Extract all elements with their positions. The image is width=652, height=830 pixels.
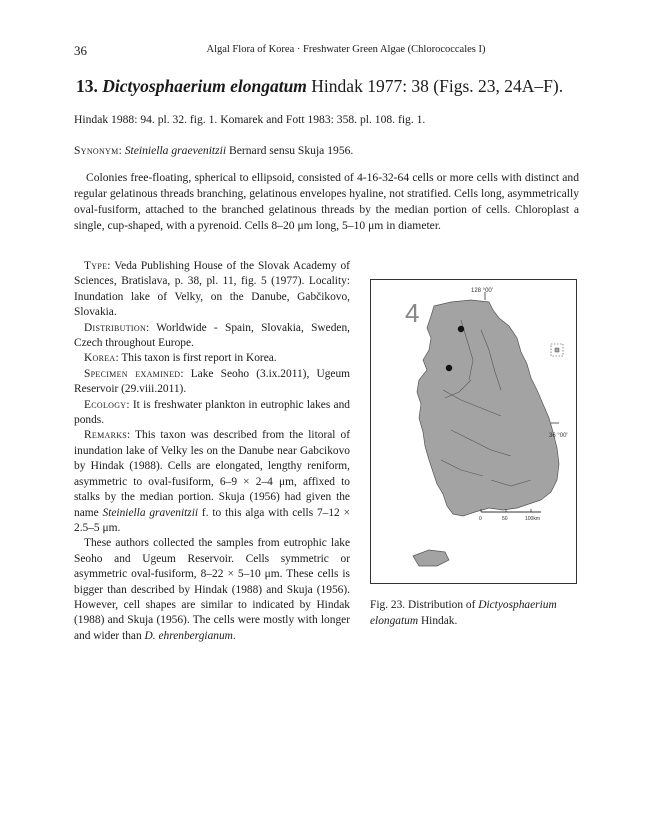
caption-species: Dictyosphaerium elongatum	[370, 599, 557, 627]
scale-label-100: 100km	[525, 516, 541, 522]
remarks-paragraph-2	[74, 536, 350, 644]
distribution-label: Distribution	[84, 321, 147, 334]
synonym-name: Steiniella graevenitzii	[124, 144, 227, 157]
synonym: Synonym: Steiniella graevenitzii Bernard sensu Skuja 1956.	[74, 144, 354, 157]
entry-authority: Hindak 1977: 38 (Figs. 23, 24A–F).	[306, 76, 564, 96]
synonym-label: Synonym	[74, 144, 119, 157]
site-marker-ugeum	[446, 365, 452, 371]
distribution-text: Worldwide - Spain, Slovakia, Sweden, Czech throughout Europe.	[74, 321, 350, 350]
remarks-2-text: These authors collected the samples from eutrophic lake Seoho and Ugeum Reservoir. Cells symmetric or asymmetric oval-fusiform, 8–22 × 5–10 μm. These cells is bigger than described by Hindak (1988) and Skuja (1956). However, cell shapes are similar to indicated by Hindak (1988) and Skuja (1956). The cells were mostly with longer and wider than	[74, 537, 350, 642]
description: Colonies free-floating, spherical to ellipsoid, consisted of 4-16-32-64 cells or more cells with distinct and regular gelatinous threads branching, gelatinous envelopes hyaline, not stratified. Cells long, asymmetrically oval-fusiform, attached to the branched gelatinous threads by the median portion of cells. Chloroplast a single, cup-shaped, with a pyrenoid. Cells 8–20 μm long, 5–10 μm in diameter.	[74, 171, 579, 232]
remarks-species: Steiniella gravenitzii	[102, 506, 199, 519]
remarks-2-species: D. ehrenbergianum	[144, 629, 233, 642]
specimen-text: Lake Seoho (3.ix.2011), Ugeum Reservoir (29.viii.2011).	[74, 367, 350, 396]
species-name: Dictyosphaerium elongatum	[102, 76, 307, 96]
ecology-paragraph: Ecology: It is freshwater plankton in eutrophic lakes and ponds.	[74, 398, 350, 427]
korea-map-svg	[371, 280, 576, 583]
latitude-label: 36 °00'	[549, 433, 568, 439]
ecology-label: Ecology	[84, 398, 127, 411]
caption-suffix: Hindak.	[418, 614, 458, 627]
site-marker-seoho	[458, 326, 464, 332]
korea-text: This taxon is first report in Korea.	[121, 352, 277, 365]
entry-number: 13.	[76, 76, 98, 96]
synonym-authority: Bernard sensu Skuja 1956.	[226, 144, 354, 157]
jeju-island	[413, 550, 449, 566]
remarks-2-end: .	[232, 629, 236, 642]
specimen-paragraph: Specimen examined: Lake Seoho (3.ix.2011), Ugeum Reservoir (29.viii.2011).	[74, 367, 350, 396]
map-corner-number: 4	[405, 298, 420, 328]
references: Hindak 1988: 94. pl. 32. fig. 1. Komarek and Fott 1983: 358. pl. 108. fig. 1.	[74, 113, 426, 126]
ecology-text: It is freshwater plankton in eutrophic lakes and ponds.	[74, 398, 350, 427]
type-label: Type	[84, 260, 108, 272]
korea-mainland	[417, 300, 559, 516]
running-title: Algal Flora of Korea · Freshwater Green Algae (Chlorococcales I)	[206, 44, 486, 55]
korea-label: Korea	[84, 352, 116, 365]
scale-label-50: 50	[502, 516, 508, 522]
details-column	[74, 259, 350, 644]
remarks-text: This taxon was described from the litoral of inundation lake of Velky les on the Danube near Gabcikovo by Hindak (1988). Cells are elongated, lengthy reniform, asymmetric to oval-fusiform, 6–9 × 2–4 μm, affixed to stalks by the median portion. Skuja (1956) had given the name	[74, 429, 350, 519]
specimen-label: Specimen examined	[84, 367, 181, 380]
remarks-label: Remarks	[84, 429, 128, 442]
scale-label-0: 0	[479, 516, 482, 522]
type-text: Veda Publishing House of the Slovak Academy of Sciences, Bratislava, p. 38, pl. 11, fig. 5 (1977). Locality: Inundation lake of Velky, on the Danube, Gabčikovo, Slovakia.	[74, 260, 350, 319]
longitude-label: 128 °00'	[471, 288, 493, 294]
ulleungdo-island	[555, 348, 559, 352]
distribution-paragraph: Distribution: Worldwide - Spain, Slovakia, Sweden, Czech throughout Europe.	[74, 321, 350, 350]
caption-prefix: Fig. 23. Distribution of	[370, 599, 479, 611]
type-paragraph: Type: Veda Publishing House of the Slovak Academy of Sciences, Bratislava, p. 38, pl. 11, fig. 5 (1977). Locality: Inundation lake of Velky, on the Danube, Gabčikovo, Slovakia.	[74, 260, 350, 319]
entry-title	[76, 76, 563, 97]
korea-paragraph: Korea: This taxon is first report in Korea.	[84, 352, 277, 365]
remarks-text-end: f. to this alga with cells 7–12 × 2.5–5 μm.	[74, 506, 350, 534]
figure-caption	[370, 598, 580, 629]
page-number: 36	[74, 43, 87, 58]
remarks-paragraph: Remarks: This taxon was described from the litoral of inundation lake of Velky les on the Danube near Gabcikovo by Hindak (1988). Cells are elongated, lengthy reniform, asymmetric to oval-fusiform, 6–9 × 2–4 μm, affixed to stalks by the median portion. Skuja (1956) had given the name Steiniella gravenitzii f. to this alga with cells 7–12 × 2.5–5 μm.	[74, 429, 350, 534]
distribution-map	[370, 279, 577, 584]
